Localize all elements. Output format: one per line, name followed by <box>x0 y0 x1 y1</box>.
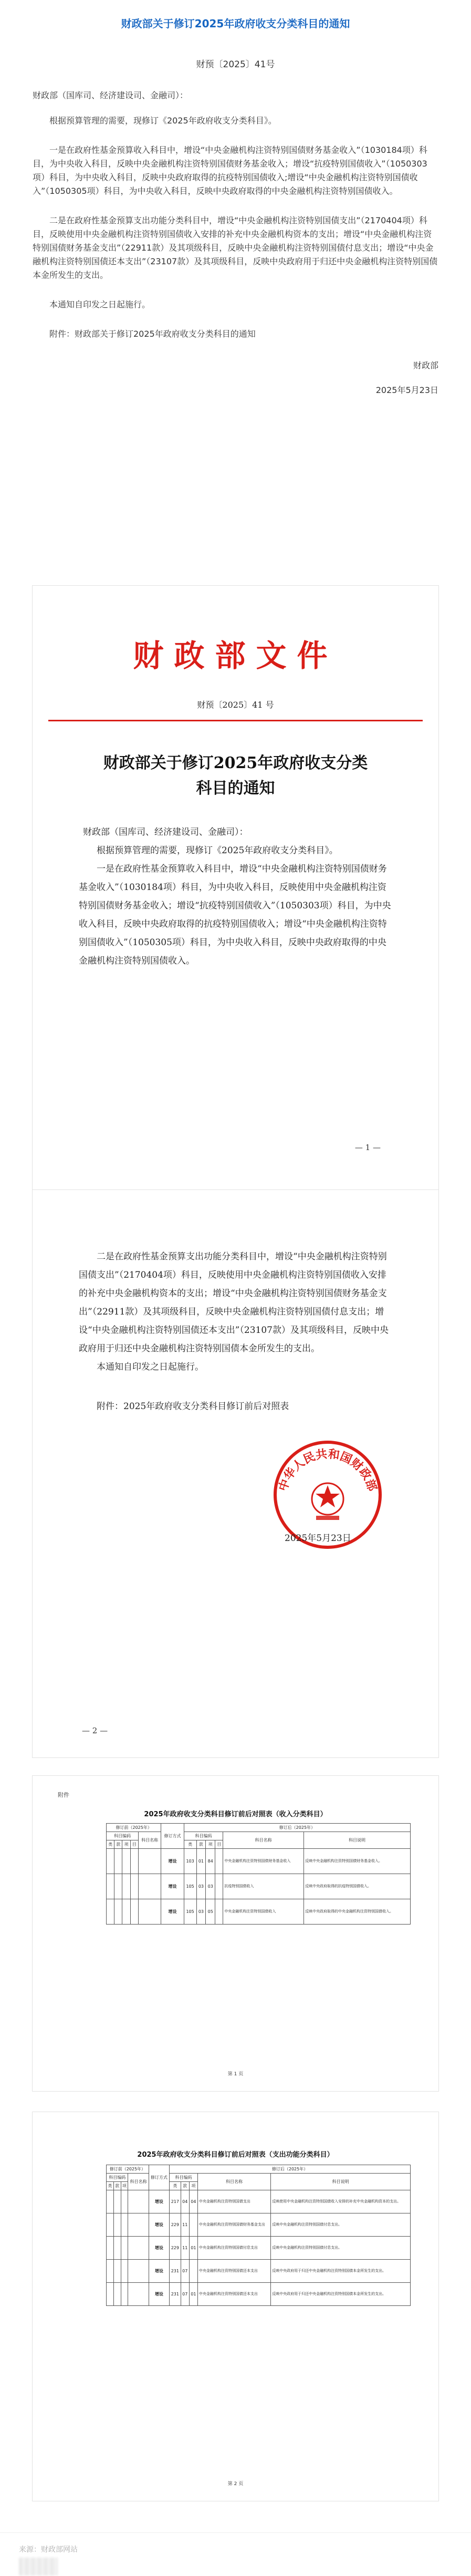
row-code: 231 <box>170 2260 181 2283</box>
table-header-code-after: 科目编码 <box>170 2174 198 2182</box>
row-code: 07 <box>181 2260 189 2283</box>
row-code: 01 <box>189 2237 197 2260</box>
table-header-level: 款 <box>181 2182 189 2190</box>
blurred-watermark <box>19 2558 58 2575</box>
table-header-name-after: 科目名称 <box>223 1832 304 1849</box>
row-name: 中央金融机构注资特别国债财务基金支出 <box>197 2213 270 2237</box>
article-paragraph-1: 根据预算管理的需要，现修订《2025年政府收支分类科目》。 <box>49 116 277 126</box>
scan-doc-number: 财预〔2025〕41 号 <box>197 700 274 710</box>
source-credit <box>19 2544 78 2554</box>
scan-addressee: 财政部（国库司、经济建设司、金融司）： <box>83 827 248 837</box>
seal-star-icon <box>316 1485 340 1507</box>
row-code: 05 <box>206 1899 215 1925</box>
article-paragraph-3: 二是在政府性基金预算支出功能分类科目中，增设“中央金融机构注资特别国债支出”（2170404项）科目，反映使用中央金融机构注资特别国债收入安排的补充中央金融机构资本的支出；增设“中央金融机构注资特别国债财务基金支出”（22911款）及其项级科目，反映中央金融机构注资特别国债付息支出；增设“中央金融机构注资特别国债还本支出”（23107款）及其项级科目，反映中央政府用于归还中央金融机构注资特别国债本金所发生的支出。 <box>33 215 438 280</box>
row-code <box>215 1849 223 1874</box>
article-title: 财政部关于修订2025年政府收支分类科目的通知 <box>121 17 350 30</box>
scan-title <box>33 751 438 801</box>
seal-base-icon <box>316 1516 339 1520</box>
attachment-page-2 <box>33 2112 438 2501</box>
source-text: 来源：财政部网站 <box>19 2546 78 2554</box>
article-addressee: 财政部（国库司、经济建设司、金融司）： <box>33 90 189 100</box>
row-name: 中央金融机构注资特别国债还本支出 <box>197 2283 270 2306</box>
row-mode: 增设 <box>149 2237 169 2260</box>
row-code <box>189 2260 197 2283</box>
row-code <box>189 2213 197 2237</box>
table-header-before: 修订前（2025年） <box>107 2165 149 2174</box>
table-header-after: 修订后（2025年） <box>170 2165 411 2174</box>
table-header-level: 项 <box>121 2182 128 2190</box>
red-divider <box>48 720 423 721</box>
table-header-level: 项 <box>122 1840 130 1849</box>
table-header-desc: 科目说明 <box>304 1832 411 1849</box>
article-attachment-line: 附件：财政部关于修订2025年政府收支分类科目的通知 <box>49 329 256 339</box>
table-header-before: 修订前（2025年） <box>107 1824 161 1832</box>
table-header-after: 修订后（2025年） <box>184 1824 410 1832</box>
row-name: 抗疫特别国债收入 <box>223 1874 304 1899</box>
row-code: 229 <box>170 2213 181 2237</box>
table-header-level: 项 <box>189 2182 197 2190</box>
table-header-name-after: 科目名称 <box>197 2174 270 2190</box>
row-code: 03 <box>196 1874 206 1899</box>
table-header-name-before: 科目名称 <box>128 2174 149 2190</box>
row-code: 07 <box>181 2283 189 2306</box>
row-mode: 增设 <box>149 2213 169 2237</box>
attachment-page-number-1: 第 1 页 <box>227 2072 244 2077</box>
row-code <box>215 1874 223 1899</box>
row-code: 229 <box>170 2237 181 2260</box>
row-name: 中央金融机构注资特别国债收入 <box>223 1899 304 1925</box>
row-code: 04 <box>189 2190 197 2213</box>
table-header-code-before: 科目编码 <box>107 1832 139 1840</box>
footer-divider <box>0 2532 471 2533</box>
row-code: 03 <box>206 1874 215 1899</box>
table-header-level: 类 <box>184 1840 196 1849</box>
attachment-2-title: 2025年政府收支分类科目修订前后对照表（支出功能分类科目） <box>137 2151 334 2159</box>
row-code <box>215 1899 223 1925</box>
scan2-paragraph-1: 二是在政府性基金预算支出功能分类科目中，增设“中央金融机构注资特别国债支出”（2170404项）科目，反映使用中央金融机构注资特别国债收入安排的补充中央金融机构资本的支出；增设“中央金融机构注资特别国债财务基金支出”（22911款）及其项级科目，反映中央金融机构注资特别国债付息支出；增设“中央金融机构注资特别国债还本支出”（23107款）及其项级科目，反映中央政府用于归还中央金融机构注资特别国债本金所发生的支出。 <box>79 1251 389 1354</box>
table-header-code-before: 科目编码 <box>107 2174 128 2182</box>
row-code: 217 <box>170 2190 181 2213</box>
table-header-name-before: 科目名称 <box>138 1832 161 1849</box>
article-signature: 财政部 <box>413 360 438 370</box>
table-header-level: 目 <box>130 1840 138 1849</box>
attachment-page-number-2: 第 2 页 <box>227 2481 244 2487</box>
article <box>0 0 471 396</box>
row-mode: 增设 <box>149 2260 169 2283</box>
row-name: 中央金融机构注资特别国债财务基金收入 <box>223 1849 304 1874</box>
scanned-page-1 <box>33 586 438 1190</box>
table-row <box>107 2283 411 2306</box>
table-row <box>107 2213 411 2237</box>
table-header-level: 目 <box>215 1840 223 1849</box>
row-code: 103 <box>184 1849 196 1874</box>
seal-text: 中华人民共和国财政部 <box>276 1447 380 1493</box>
row-name: 中央金融机构注资特别国债付息支出 <box>197 2237 270 2260</box>
row-mode: 增设 <box>161 1849 184 1874</box>
table-row <box>107 2260 411 2283</box>
table-header-level: 类 <box>107 2182 114 2190</box>
scanned-page-2 <box>33 1190 438 1757</box>
article-date: 2025年5月23日 <box>375 385 438 395</box>
scan2-date: 2025年5月23日 <box>285 1533 351 1544</box>
row-mode: 增设 <box>161 1874 184 1899</box>
expenditure-comparison-table <box>106 2165 411 2306</box>
scan-title-line-2: 科目的通知 <box>196 779 275 798</box>
attachment-1-title: 2025年政府收支分类科目修订前后对照表（收入分类科目） <box>144 1811 327 1818</box>
row-code: 231 <box>170 2283 181 2306</box>
income-comparison-table <box>106 1823 411 1925</box>
row-desc: 反映中央金融机构注资特别国债财务基金收入。 <box>304 1849 411 1874</box>
row-code: 03 <box>196 1899 206 1925</box>
row-code: 01 <box>189 2283 197 2306</box>
table-header-level: 类 <box>107 1840 114 1849</box>
row-code: 04 <box>181 2190 189 2213</box>
table-row <box>107 2237 411 2260</box>
row-code: 105 <box>184 1874 196 1899</box>
row-mode: 增设 <box>161 1899 184 1925</box>
row-code: 11 <box>181 2213 189 2237</box>
row-name: 中央金融机构注资特别国债还本支出 <box>197 2260 270 2283</box>
table-row <box>107 2190 411 2213</box>
scan2-paragraph-2: 本通知自印发之日起施行。 <box>97 1362 204 1372</box>
row-code: 105 <box>184 1899 196 1925</box>
scan-paragraph-2: 一是在政府性基金预算收入科目中，增设“中央金融机构注资特别国债财务基金收入”（1030184项）科目，为中央收入科目，反映使用中央金融机构注资特别国债财务基金收入；增设“抗疫特别国债收入”（1050303项）科目，为中央收入科目，反映中央政府取得的抗疫特别国债收入；增设“中央金融机构注资特别国债收入”（1050305项）科目，为中央收入科目，反映中央政府取得的中央金融机构注资特别国债收入。 <box>79 864 391 966</box>
row-desc: 反映中央政府用于归还中央金融机构注资特别国债本金所发生的支出。 <box>271 2260 411 2283</box>
table-row <box>107 1899 411 1925</box>
scan-page-number-2: — 2 — <box>82 1726 108 1735</box>
table-header-level: 类 <box>170 2182 181 2190</box>
row-desc: 反映中央金融机构注资特别国债付息支出。 <box>271 2213 411 2237</box>
scan-paragraph-1: 根据预算管理的需要，现修订《2025年政府收支分类科目》。 <box>97 845 338 856</box>
row-code: 01 <box>196 1849 206 1874</box>
table-header-desc: 科目说明 <box>271 2174 411 2190</box>
article-doc-number: 财预〔2025〕41号 <box>196 59 275 70</box>
table-header-code-after: 科目编码 <box>184 1832 223 1840</box>
row-code: 11 <box>181 2237 189 2260</box>
scan-title-line-1: 财政部关于修订2025年政府收支分类 <box>103 754 368 772</box>
attachment-label: 附件 <box>58 1792 69 1798</box>
table-header-level: 项 <box>206 1840 215 1849</box>
table-header-level: 款 <box>113 2182 121 2190</box>
table-row <box>107 1874 411 1899</box>
scan2-attachment: 附件：2025年政府收支分类科目修订前后对照表 <box>97 1401 289 1412</box>
row-mode: 增设 <box>149 2283 169 2306</box>
attachment-page-1 <box>33 1776 438 2091</box>
table-header-mode: 修订方式 <box>149 2165 169 2190</box>
table-header-level: 款 <box>114 1840 122 1849</box>
row-name: 中央金融机构注资特别国债支出 <box>197 2190 270 2213</box>
scan-page-number-1: — 1 — <box>354 1143 381 1152</box>
table-header-level: 款 <box>196 1840 206 1849</box>
row-desc: 反映中央金融机构注资特别国债付息支出。 <box>271 2237 411 2260</box>
row-code: 84 <box>206 1849 215 1874</box>
red-letterhead: 财政部文件 <box>133 638 338 674</box>
row-mode: 增设 <box>149 2190 169 2213</box>
row-desc: 反映使用中央金融机构注资特别国债收入安排的补充中央金融机构资本的支出。 <box>271 2190 411 2213</box>
article-paragraph-4: 本通知自印发之日起施行。 <box>49 299 151 309</box>
row-desc: 反映中央政府取得的抗疫特别国债收入。 <box>304 1874 411 1899</box>
row-desc: 反映中央政府取得的中央金融机构注资特别国债收入。 <box>304 1899 411 1925</box>
table-row <box>107 1849 411 1874</box>
row-desc: 反映中央政府用于归还中央金融机构注资特别国债本金所发生的支出。 <box>271 2283 411 2306</box>
table-header-mode: 修订方式 <box>161 1824 184 1849</box>
article-paragraph-2: 一是在政府性基金预算收入科目中，增设“中央金融机构注资特别国债财务基金收入”（1030184项）科目，为中央收入科目，反映中央金融机构注资特别国债财务基金收入；增设“抗疫特别国债收入”（1050303项）科目，为中央收入科目，反映中央政府取得的抗疫特别国债收入;增设“中央金融机构注资特别国债收入”（1050305项）科目，为中央收入科目，反映中央政府取得的中央金融机构注资特别国债收入。 <box>33 145 427 196</box>
